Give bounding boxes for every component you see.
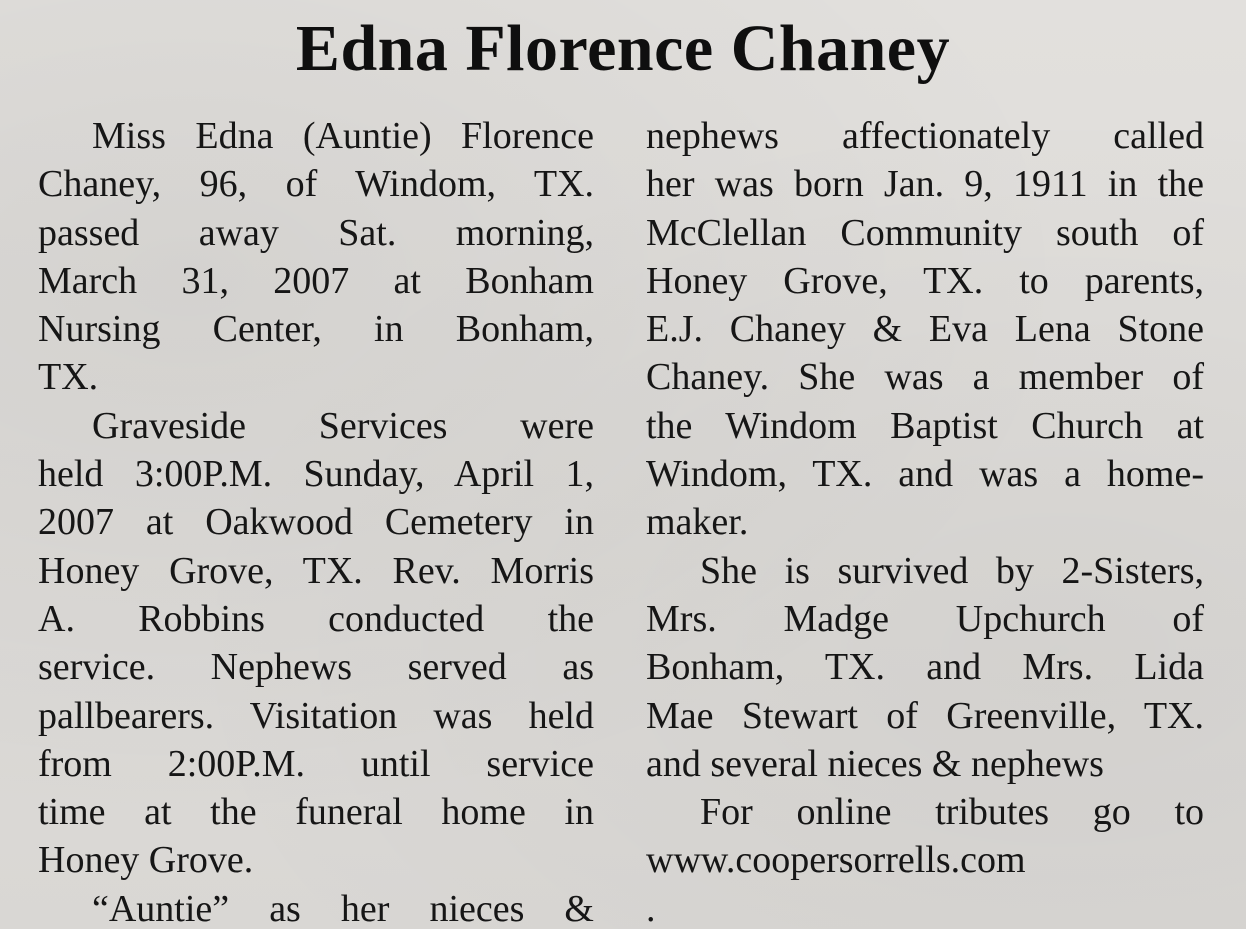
text-line: Mrs. Madge Upchurch of	[646, 597, 1204, 640]
right-text-column	[646, 112, 1204, 929]
text-line: Mae Stewart of Greenville, TX.	[646, 694, 1204, 737]
text-line: Bonham, TX. and Mrs. Lida	[646, 646, 1204, 689]
text-line: nephews affectionately called	[646, 115, 1204, 157]
text-line: her was born Jan. 9, 1911 in the	[646, 163, 1204, 206]
text-line: For online tributes go to	[700, 791, 1204, 834]
text-line: Chaney. She was a member of	[646, 356, 1204, 399]
text-line: Graveside Services were	[92, 404, 594, 447]
text-line: time at the funeral home in	[38, 791, 594, 834]
text-line: Honey Grove, TX. Rev. Morris	[38, 549, 594, 592]
text-line: the Windom Baptist Church at	[646, 404, 1204, 447]
text-line: Windom, TX. and was a home-	[646, 453, 1204, 496]
text-line: passed away Sat. morning,	[38, 211, 594, 254]
text-line: McClellan Community south of	[646, 211, 1204, 254]
text-line: She is survived by 2-Sisters,	[700, 549, 1204, 592]
text-line: 2007 at Oakwood Cemetery in	[38, 501, 594, 544]
text-line: pallbearers. Visitation was held	[38, 694, 594, 737]
text-line: E.J. Chaney & Eva Lena Stone	[646, 308, 1204, 351]
text-line: “Auntie” as her nieces &	[92, 887, 594, 929]
text-line: service. Nephews served as	[38, 646, 594, 689]
text-line: www.coopersorrells.com	[646, 839, 1026, 882]
text-line: Nursing Center, in Bonham,	[38, 308, 594, 351]
text-line: TX.	[38, 356, 99, 399]
text-line: A. Robbins conducted the	[38, 597, 594, 640]
text-line: Honey Grove.	[38, 839, 254, 882]
text-line: from 2:00P.M. until service	[38, 742, 594, 785]
text-line: .	[646, 887, 656, 929]
obituary-headline: Edna Florence Chaney	[295, 12, 951, 85]
left-text-column	[38, 112, 594, 929]
text-line: Miss Edna (Auntie) Florence	[92, 115, 594, 157]
text-line: Honey Grove, TX. to parents,	[646, 259, 1204, 302]
text-line: March 31, 2007 at Bonham	[38, 259, 594, 302]
text-line: Chaney, 96, of Windom, TX.	[38, 163, 594, 206]
text-line: and several nieces & nephews	[646, 742, 1104, 785]
text-line: maker.	[646, 501, 749, 544]
text-line: held 3:00P.M. Sunday, April 1,	[38, 453, 594, 496]
